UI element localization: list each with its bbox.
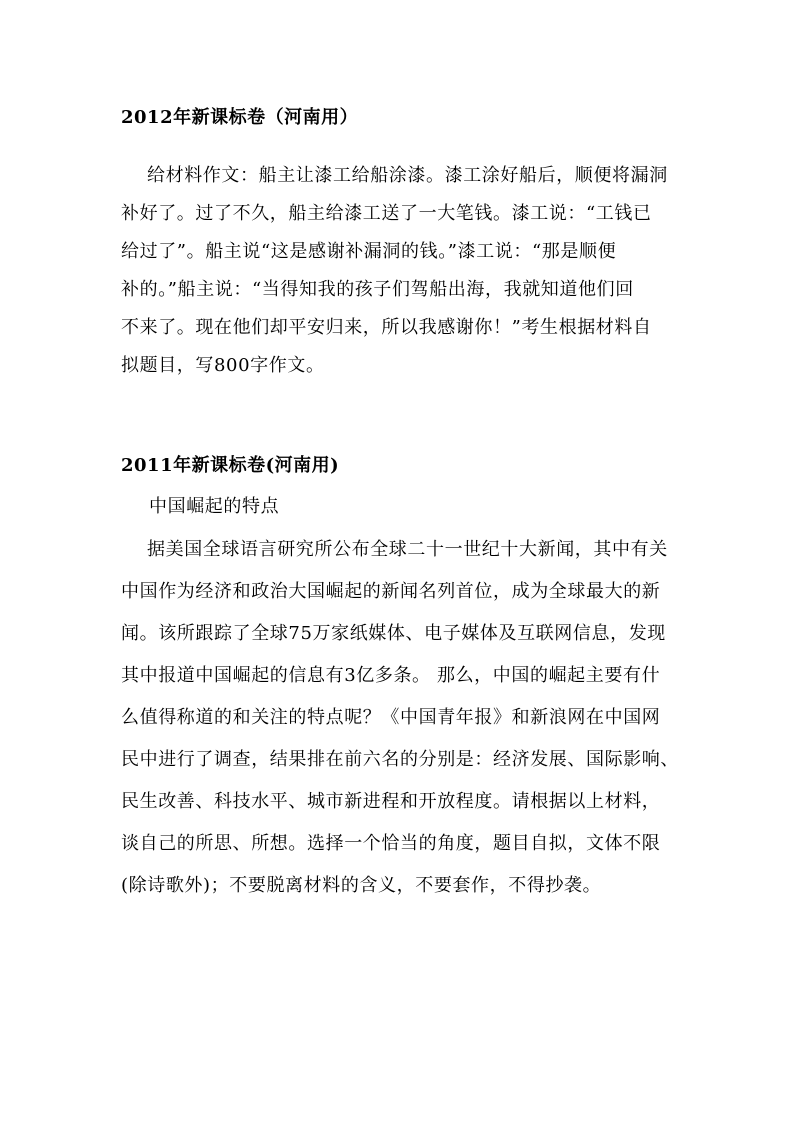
section-2011-subtitle: 中国崛起的特点 xyxy=(149,496,280,517)
section-2011-line-3: 闻。该所跟踪了全球75万家纸媒体、电子媒体及互联网信息，发现 xyxy=(121,623,666,644)
section-2011-line-2: 中国作为经济和政治大国崛起的新闻名列首位，成为全球最大的新 xyxy=(121,581,661,602)
section-2012-line-6: 拟题目，写800字作文。 xyxy=(121,355,325,376)
section-2012-line-3: 给过了”。船主说“这是感谢补漏洞的钱。”漆工说：“那是顺便 xyxy=(121,241,617,262)
section-2011-line-4: 其中报道中国崛起的信息有3亿多条。 那么，中国的崛起主要有什 xyxy=(121,665,661,686)
section-2012-line-1: 给材料作文：船主让漆工给船涂漆。漆工涂好船后，顺便将漏洞 xyxy=(147,165,668,186)
section-2011-line-5: 么值得称道的和关注的特点呢？《中国青年报》和新浪网在中国网 xyxy=(121,707,661,728)
section-2012-line-2: 补好了。过了不久，船主给漆工送了一大笔钱。漆工说：“工钱已 xyxy=(121,203,652,224)
section-2012-line-5: 不来了。现在他们却平安归来，所以我感谢你！”考生根据材料自 xyxy=(121,317,652,338)
section-2012-heading: 2012年新课标卷（河南用） xyxy=(121,107,359,128)
section-2011-line-9: (除诗歌外)；不要脱离材料的含义，不要套作，不得抄袭。 xyxy=(121,875,602,896)
section-2011-line-8: 谈自己的所思、所想。选择一个恰当的角度，题目自拟，文体不限 xyxy=(121,833,661,854)
section-2011-heading: 2011年新课标卷(河南用) xyxy=(121,455,340,476)
section-2012-line-4: 补的。”船主说：“当得知我的孩子们驾船出海，我就知道他们回 xyxy=(121,279,634,300)
section-2011-line-1: 据美国全球语言研究所公布全球二十一世纪十大新闻，其中有关 xyxy=(147,539,668,560)
section-2011-line-6: 民中进行了调查，结果排在前六名的分别是：经济发展、国际影响、 xyxy=(121,749,679,770)
section-2011-line-7: 民生改善、科技水平、城市新进程和开放程度。请根据以上材料， xyxy=(121,791,661,812)
